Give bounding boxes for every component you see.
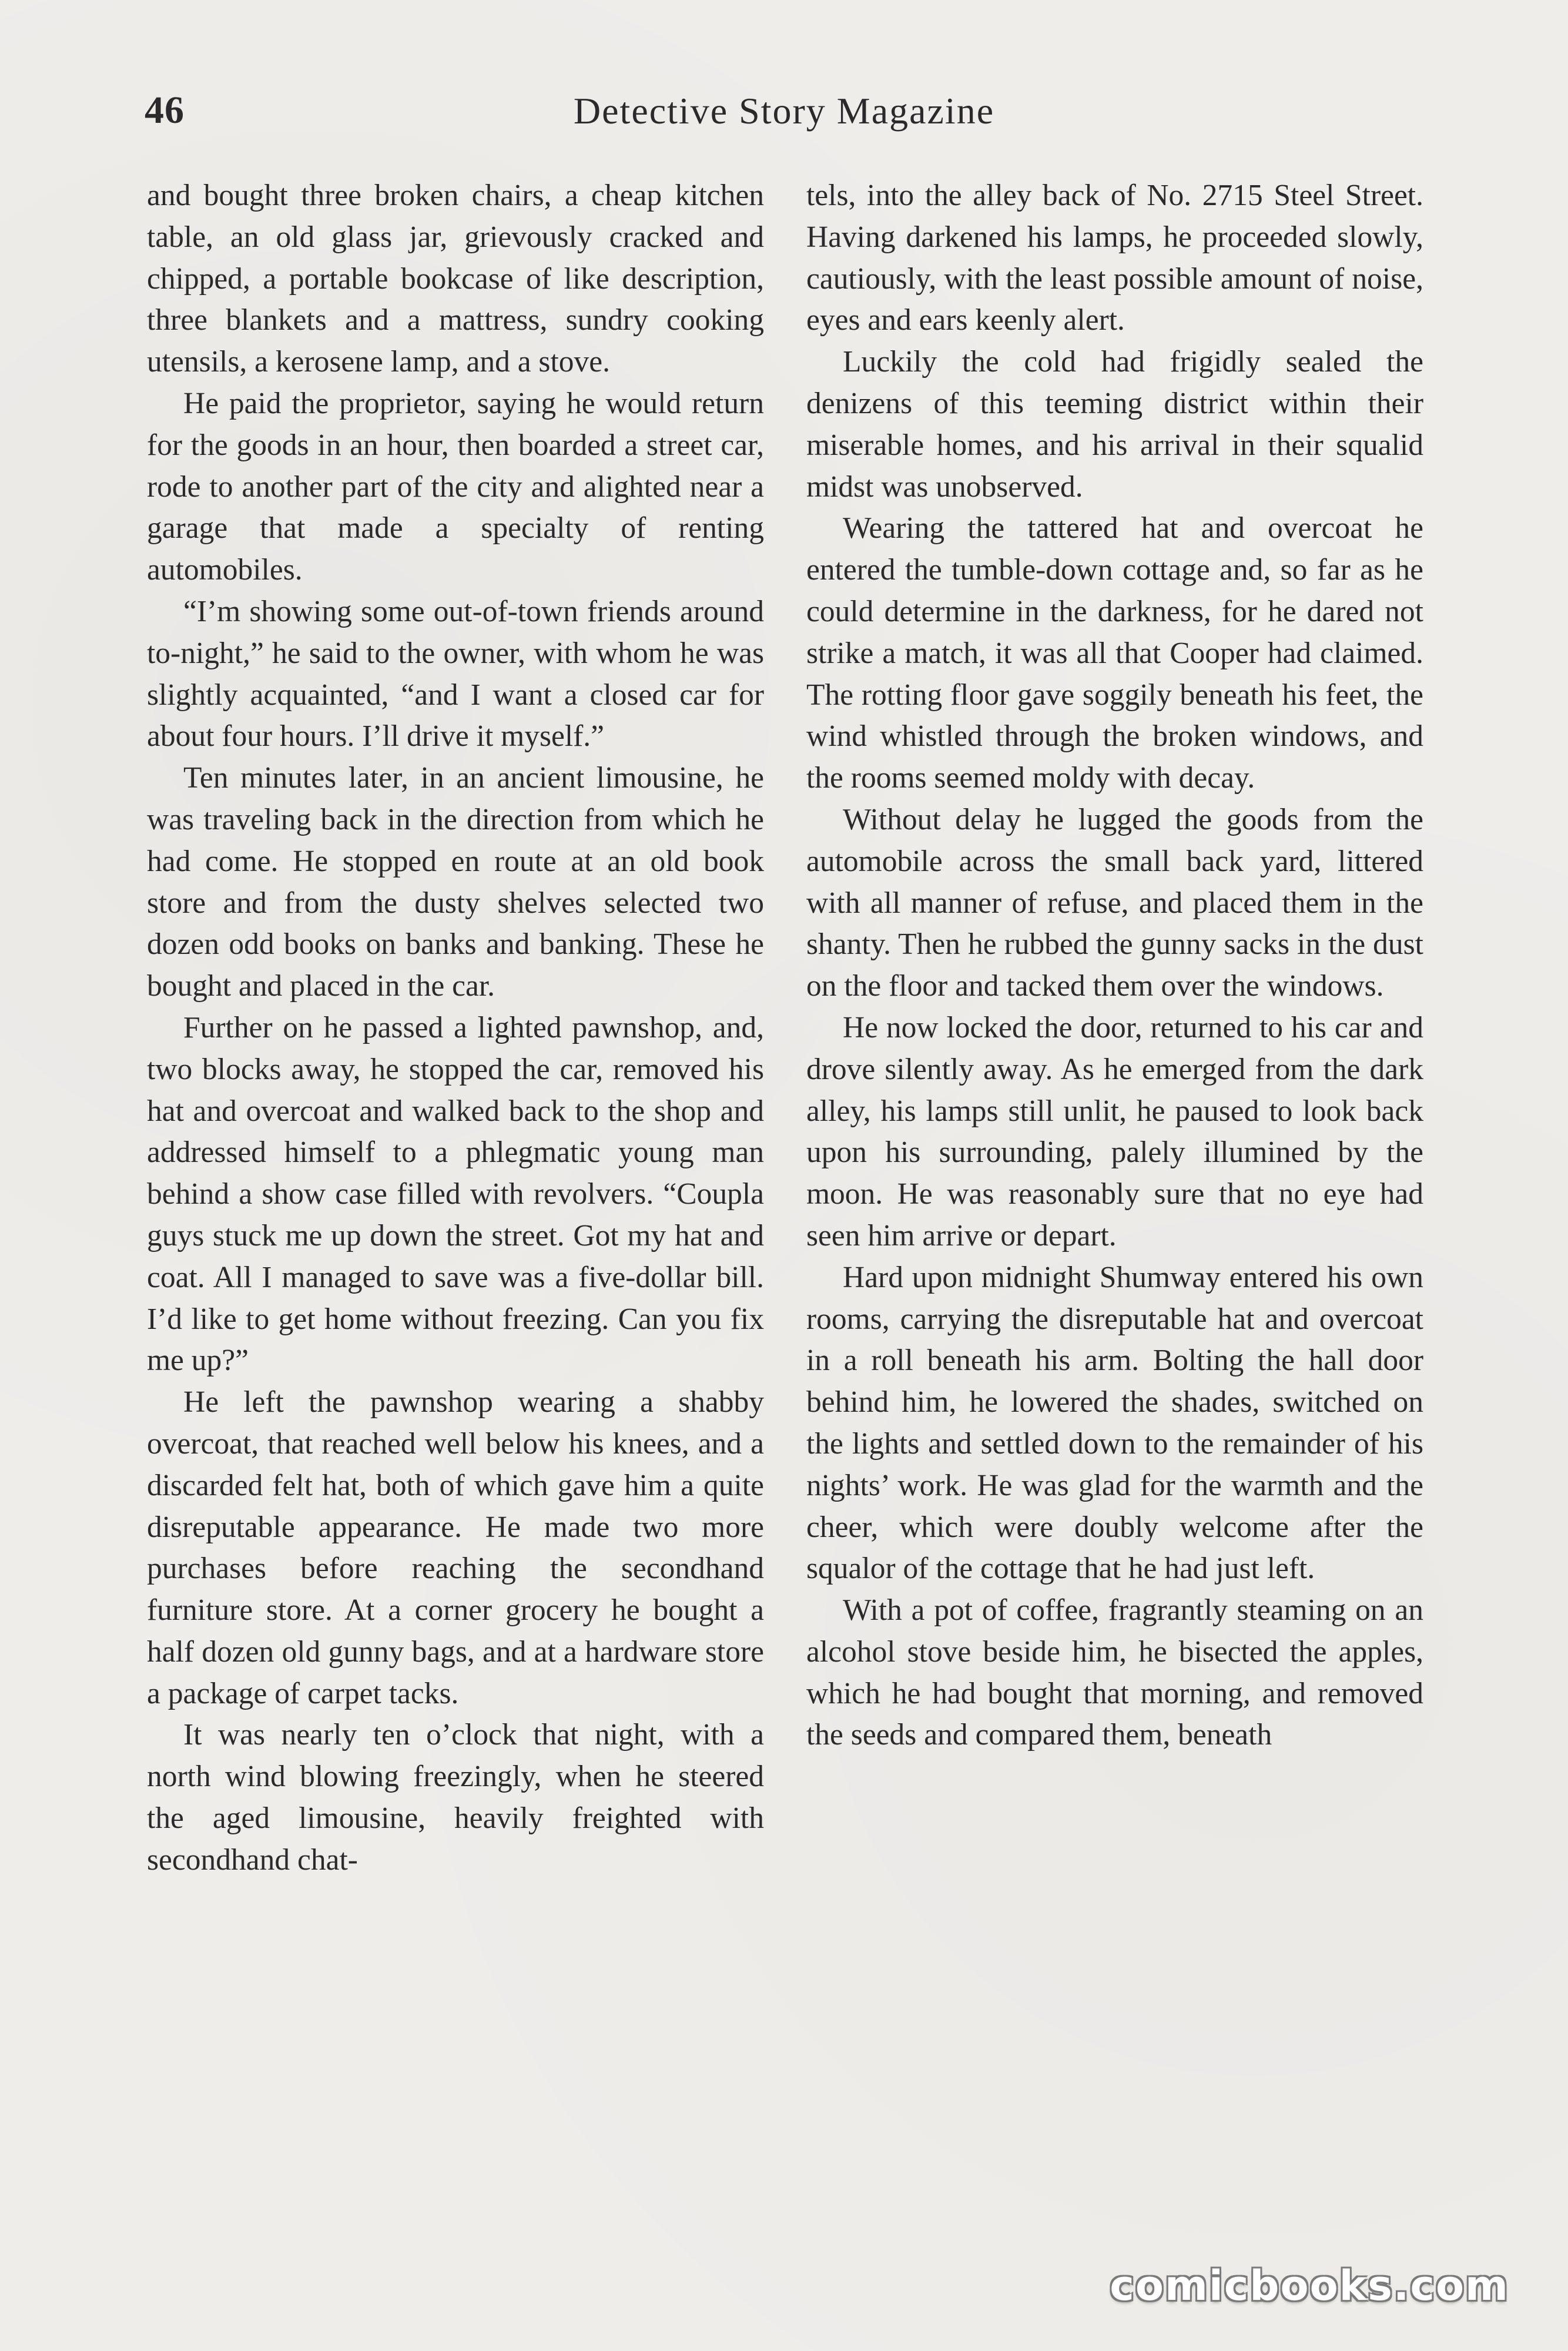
paragraph: He now locked the door, returned to his car and drove silently away. As he emerged from the dark alley, his lamps still unlit, he paused to look back upon his surrounding, palely illumined by the moon. He was reasonably sure that no eye had seen him arrive or depart.	[806, 1010, 1423, 1252]
paragraph: Luckily the cold had frigidly sealed the denizens of this teeming district within their miserable homes, and his arrival in their squalid midst was unobserved.	[806, 345, 1423, 504]
paragraph: “I’m showing some out-of-town friends around to-night,” he said to the owner, with whom he was slightly acquainted, “and I want a closed car for about four hours. I’ll drive it myself.”	[147, 594, 764, 753]
paragraph: Hard upon midnight Shumway entered his own rooms, carrying the disreputable hat and overcoat in a roll beneath his arm. Bolting the hall door behind him, he lowered the shades, switched on the lights and settled down to the remainder of his nights’ work. He was glad for the warmth and the cheer, which were doubly welcome after the squalor of the cottage that he had just left.	[806, 1260, 1423, 1586]
paragraph: Without delay he lugged the goods from the automobile across the small back yard, littered with all manner of refuse, and placed them in the shanty. Then he rubbed the gunny sacks in the dust on the floor and tacked them over the windows.	[806, 802, 1423, 1003]
paragraph: Wearing the tattered hat and overcoat he entered the tumble-down cottage and, so far as he could determine in the darkness, for he dared not strike a match, it was all that Cooper had claimed. The rotting floor gave soggily beneath his feet, the wind whistled through the broken windows, and the rooms seemed moldy with decay.	[806, 511, 1423, 795]
paragraph: It was nearly ten o’clock that night, with a north wind blowing freezingly, when he steered the aged limousine, heavily freighted with secondhand chat-	[147, 1718, 764, 1877]
right-text-column	[806, 175, 1423, 1756]
paragraph: Ten minutes later, in an ancient limousine, he was traveling back in the direction from which he had come. He stopped en route at an old book store and from the dusty shelves selected two dozen odd books on banks and banking. These he bought and placed in the car.	[147, 761, 764, 1003]
paragraph: and bought three broken chairs, a cheap kitchen table, an old glass jar, grievously cracked and chipped, a portable bookcase of like description, three blankets and a mattress, sundry cooking utensils, a kerosene lamp, and a stove.	[147, 179, 764, 379]
paragraph: He paid the proprietor, saying he would return for the goods in an hour, then boarded a street car, rode to another part of the city and alighted near a garage that made a specialty of renting automobiles.	[147, 386, 764, 587]
page-number: 46	[145, 89, 185, 132]
paragraph: Further on he passed a lighted pawnshop, and, two blocks away, he stopped the car, removed his hat and overcoat and walked back to the shop and addressed himself to a phlegmatic young man behind a show case filled with revolvers. “Coupla guys stuck me up down the street. Got my hat and coat. All I managed to save was a five-dollar bill. I’d like to get home without freezing. Can you fix me up?”	[147, 1010, 764, 1378]
watermark-logo: comicbooks.com	[1110, 2262, 1509, 2310]
running-header-title: Detective Story Magazine	[573, 90, 995, 132]
paragraph: With a pot of coffee, fragrantly steaming on an alcohol stove beside him, he bisected the apples, which he had bought that morning, and removed the seeds and compared them, beneath	[806, 1593, 1423, 1752]
left-text-column	[147, 175, 764, 1881]
paragraph: He left the pawnshop wearing a shabby overcoat, that reached well below his knees, and a discarded felt hat, both of which gave him a quite disreputable appearance. He made two more purchases before reaching the secondhand furniture store. At a corner grocery he bought a half dozen old gunny bags, and at a hardware store a package of carpet tacks.	[147, 1385, 764, 1710]
paragraph: tels, into the alley back of No. 2715 Steel Street. Having darkened his lamps, he proceeded slowly, cautiously, with the least possible amount of noise, eyes and ears keenly alert.	[806, 179, 1423, 337]
